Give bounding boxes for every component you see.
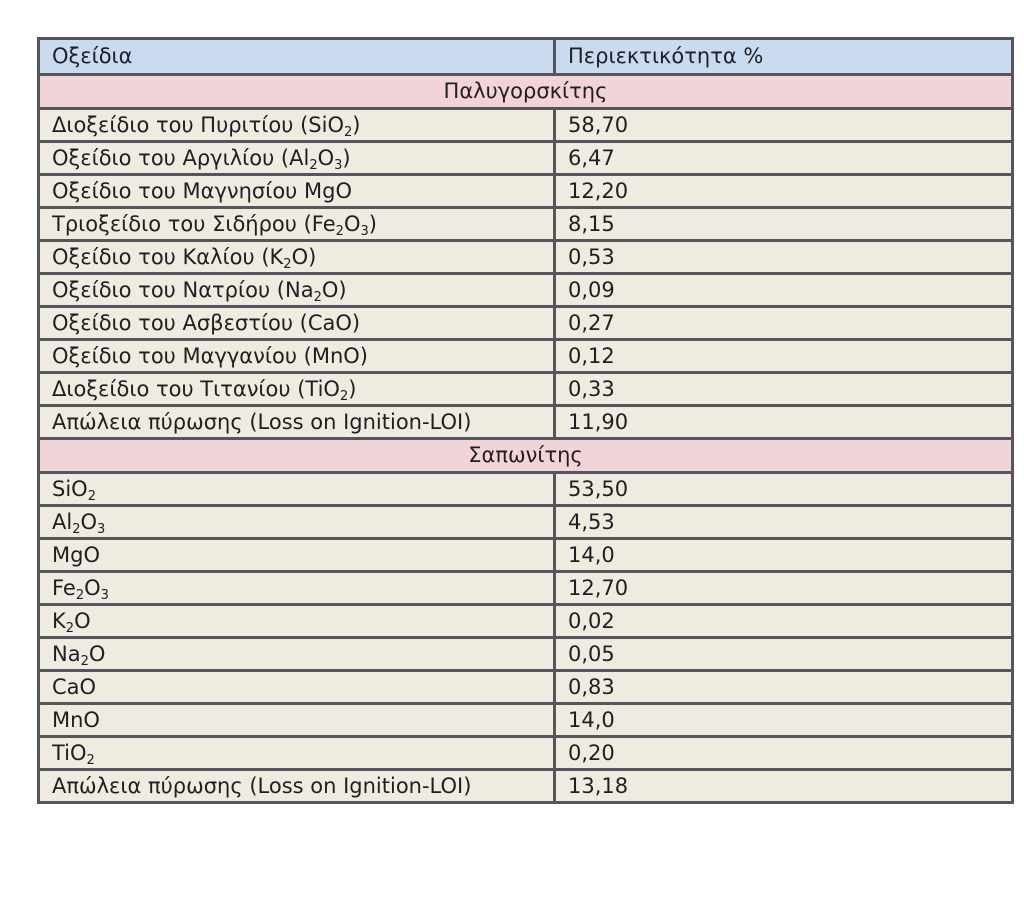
label-text: Fe <box>52 575 76 600</box>
group-row <box>39 75 1013 109</box>
label-text: O) <box>291 244 317 269</box>
oxide-value: 0,20 <box>555 737 1013 770</box>
table-row <box>39 109 1013 142</box>
table-row <box>39 638 1013 671</box>
oxide-value: 0,12 <box>555 340 1013 373</box>
table-row <box>39 506 1013 539</box>
label-text: O <box>88 641 106 666</box>
subscript: 3 <box>360 223 369 239</box>
oxide-label <box>39 473 555 506</box>
oxide-label <box>39 274 555 307</box>
oxide-label <box>39 241 555 274</box>
oxide-value: 53,50 <box>555 473 1013 506</box>
oxide-label <box>39 770 555 803</box>
label-text: MnO <box>52 707 100 732</box>
label-text: Τριοξείδιο του Σιδήρου (Fe <box>52 211 336 236</box>
oxide-label <box>39 208 555 241</box>
subscript: 2 <box>343 124 353 140</box>
table-row <box>39 406 1013 439</box>
label-text: CaO <box>52 674 97 699</box>
subscript: 3 <box>97 521 106 537</box>
label-text: Διοξείδιο του Πυριτίου (SiO <box>52 112 344 137</box>
oxide-value: 0,09 <box>555 274 1013 307</box>
label-text: Na <box>52 641 81 666</box>
oxide-label <box>39 406 555 439</box>
subscript: 2 <box>335 223 344 239</box>
oxide-value: 0,02 <box>555 605 1013 638</box>
label-text: MgO <box>52 542 100 567</box>
subscript: 2 <box>339 388 349 404</box>
oxide-value: 12,70 <box>555 572 1013 605</box>
oxide-value: 0,83 <box>555 671 1013 704</box>
label-text: Οξείδιο του Αργιλίου (Al <box>52 145 310 170</box>
label-text: Οξείδιο του Μαγγανίου (MnO) <box>52 343 369 368</box>
oxide-value: 13,18 <box>555 770 1013 803</box>
subscript: 2 <box>65 620 75 636</box>
table-row <box>39 539 1013 572</box>
label-text: Οξείδιο του Καλίου (K <box>52 244 284 269</box>
label-text: SiO <box>52 476 88 501</box>
label-text: Διοξείδιο του Τιτανίου (TiO <box>52 376 340 401</box>
group-title: Παλυγορσκίτης <box>39 75 1013 109</box>
header-oxides: Οξείδια <box>39 39 555 75</box>
table-row <box>39 175 1013 208</box>
table-row <box>39 274 1013 307</box>
header-row <box>39 39 1013 75</box>
label-text: K <box>52 608 66 633</box>
label-text: ) <box>348 376 357 401</box>
table-row <box>39 373 1013 406</box>
group-row <box>39 439 1013 473</box>
table-row <box>39 142 1013 175</box>
table-row <box>39 473 1013 506</box>
oxide-label <box>39 572 555 605</box>
label-text: O <box>343 211 361 236</box>
oxide-label <box>39 142 555 175</box>
label-text: ) <box>342 145 351 170</box>
table-row <box>39 737 1013 770</box>
subscript: 2 <box>80 653 89 669</box>
oxide-label <box>39 506 555 539</box>
oxide-label <box>39 109 555 142</box>
table-body <box>39 39 1013 803</box>
oxide-value: 0,27 <box>555 307 1013 340</box>
oxide-label <box>39 340 555 373</box>
label-text: ) <box>368 211 377 236</box>
table-row <box>39 241 1013 274</box>
oxide-label <box>39 638 555 671</box>
label-text: Απώλεια πύρωσης (Loss on Ignition-LOI) <box>52 409 472 434</box>
header-content-percent: Περιεκτικότητα % <box>555 39 1013 75</box>
table-row <box>39 572 1013 605</box>
oxide-value: 0,33 <box>555 373 1013 406</box>
oxide-value: 0,53 <box>555 241 1013 274</box>
subscript: 2 <box>87 488 96 504</box>
oxide-value: 12,20 <box>555 175 1013 208</box>
subscript: 3 <box>334 157 343 173</box>
table-row <box>39 208 1013 241</box>
subscript: 2 <box>313 289 322 305</box>
oxide-label <box>39 175 555 208</box>
table-row <box>39 671 1013 704</box>
label-text: Οξείδιο του Ασβεστίου (CaO) <box>52 310 361 335</box>
subscript: 2 <box>86 752 95 768</box>
oxide-label <box>39 539 555 572</box>
label-text: Οξείδιο του Μαγνησίου MgO <box>52 178 352 203</box>
oxide-value: 4,53 <box>555 506 1013 539</box>
oxide-label <box>39 605 555 638</box>
label-text: Οξείδιο του Νατρίου (Na <box>52 277 314 302</box>
oxide-label <box>39 307 555 340</box>
table-row <box>39 770 1013 803</box>
oxide-value: 14,0 <box>555 704 1013 737</box>
label-text: Al <box>52 509 73 534</box>
oxide-label <box>39 671 555 704</box>
oxide-value: 6,47 <box>555 142 1013 175</box>
table-row <box>39 605 1013 638</box>
oxide-label <box>39 737 555 770</box>
group-title: Σαπωνίτης <box>39 439 1013 473</box>
table-row <box>39 307 1013 340</box>
subscript: 2 <box>75 587 85 603</box>
label-text: ) <box>352 112 361 137</box>
label-text: O <box>317 145 335 170</box>
label-text: TiO <box>52 740 87 765</box>
label-text: O <box>74 608 91 633</box>
subscript: 2 <box>309 157 318 173</box>
oxide-value: 58,70 <box>555 109 1013 142</box>
subscript: 2 <box>283 256 292 272</box>
table-row <box>39 704 1013 737</box>
label-text: O) <box>321 277 347 302</box>
label-text: O <box>84 575 101 600</box>
oxide-value: 8,15 <box>555 208 1013 241</box>
label-text: O <box>80 509 98 534</box>
oxide-value: 14,0 <box>555 539 1013 572</box>
oxide-composition-table <box>37 37 1014 804</box>
oxide-label <box>39 704 555 737</box>
table-row <box>39 340 1013 373</box>
oxide-value: 0,05 <box>555 638 1013 671</box>
oxide-value: 11,90 <box>555 406 1013 439</box>
subscript: 3 <box>100 587 109 603</box>
subscript: 2 <box>72 521 81 537</box>
label-text: Απώλεια πύρωσης (Loss on Ignition-LOI) <box>52 773 472 798</box>
oxide-label <box>39 373 555 406</box>
